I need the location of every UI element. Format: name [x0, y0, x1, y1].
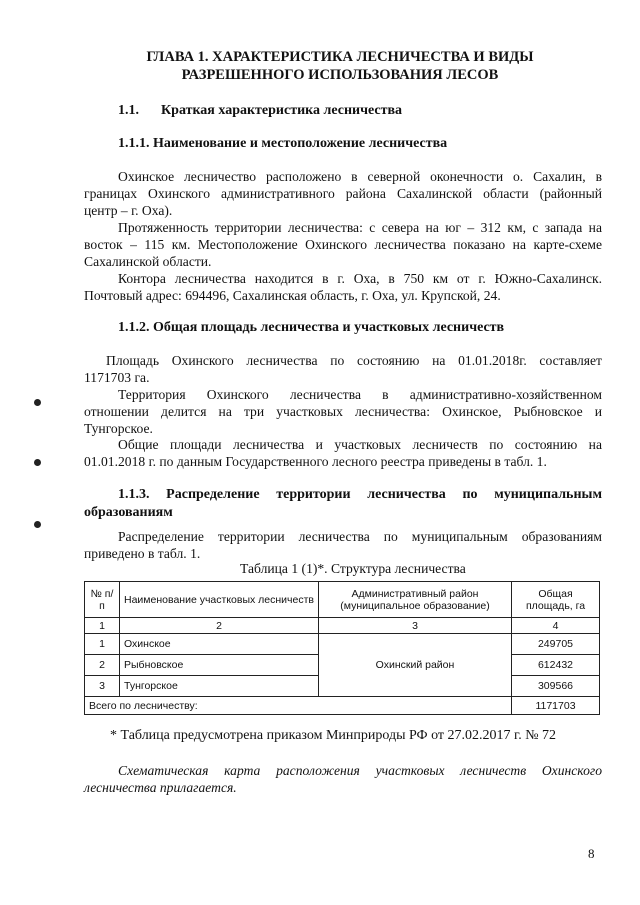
punch-hole-mark [34, 399, 41, 406]
table-total-row: Всего по лесничеству: 1171703 [85, 697, 600, 715]
table-header-row [85, 582, 600, 618]
paragraph-areas-source: Общие площади лесничества и участковых лесничеств по состоянию на 01.01.2018 г. по данным Государственного лесного реестра приведены в табл. 1. [84, 437, 602, 469]
map-note: Схематическая карта расположения участковых лесничеств Охинского лесничества прилагается. [84, 763, 602, 795]
header-cell: № п/п [85, 582, 120, 618]
section-heading-1-1: 1.1. Краткая характеристика лесничества [118, 103, 403, 118]
table-column-numbers-row: 1 2 3 4 [85, 618, 600, 634]
table-row: 1 Охинское Охинский район 249705 [85, 634, 600, 655]
paragraph-distribution: Распределение территории лесничества по муниципальным образованиям приведено в табл. 1. [84, 529, 602, 561]
section-heading-1-1-1: 1.1.1. Наименование и местоположение лесничества [118, 136, 448, 151]
header-cell: Наименование участковых лесничеств [120, 582, 319, 618]
section-heading-1-1-3: 1.1.3. Распределение территории лесничества по муниципальным образованиям [84, 487, 602, 520]
paragraph-extent: Протяженность территории лесничества: с севера на юг – 312 км, с запада на восток – 115 км. Местоположение Охинского лесничества показано на карте-схеме Сахалинской области. [84, 220, 602, 269]
header-cell: Административный район (муниципальное образование) [319, 582, 512, 618]
header-cell: Общая площадь, га [512, 582, 600, 618]
forestry-structure-table [84, 581, 600, 715]
paragraph-location: Охинское лесничество расположено в северной оконечности о. Сахалин, в границах Охинского административного района Сахалинской области (районный центр – г. Оха). [84, 169, 602, 218]
table-caption: Таблица 1 (1)*. Структура лесничества [240, 561, 466, 576]
page-number: 8 [588, 846, 595, 861]
paragraph-territory: Территория Охинского лесничества в административно-хозяйственном отношении делится на три участковых лесничества: Охинское, Рыбновское и Тунгорское. [84, 387, 602, 436]
table-row: 3 Тунгорское 309566 [85, 676, 600, 697]
section-heading-1-1-2: 1.1.2. Общая площадь лесничества и участковых лесничеств [118, 320, 505, 335]
table-footnote: * Таблица предусмотрена приказом Минприроды РФ от 27.02.2017 г. № 72 [110, 728, 557, 743]
table-row: 2 Рыбновское 612432 [85, 655, 600, 676]
punch-hole-mark [34, 459, 41, 466]
chapter-title: ГЛАВА 1. ХАРАКТЕРИСТИКА ЛЕСНИЧЕСТВА И ВИДЫ РАЗРЕШЕННОГО ИСПОЛЬЗОВАНИЯ ЛЕСОВ [146, 49, 534, 83]
district-cell: Охинский район [319, 634, 512, 697]
paragraph-office: Контора лесничества находится в г. Оха, в 750 км от г. Южно-Сахалинск. Почтовый адрес: 694496, Сахалинская область, г. Оха, ул. Крупской, 24. [84, 271, 602, 303]
punch-hole-mark [34, 521, 41, 528]
paragraph-area: Площадь Охинского лесничества по состоянию на 01.01.2018г. составляет 1171703 га. [84, 353, 602, 385]
